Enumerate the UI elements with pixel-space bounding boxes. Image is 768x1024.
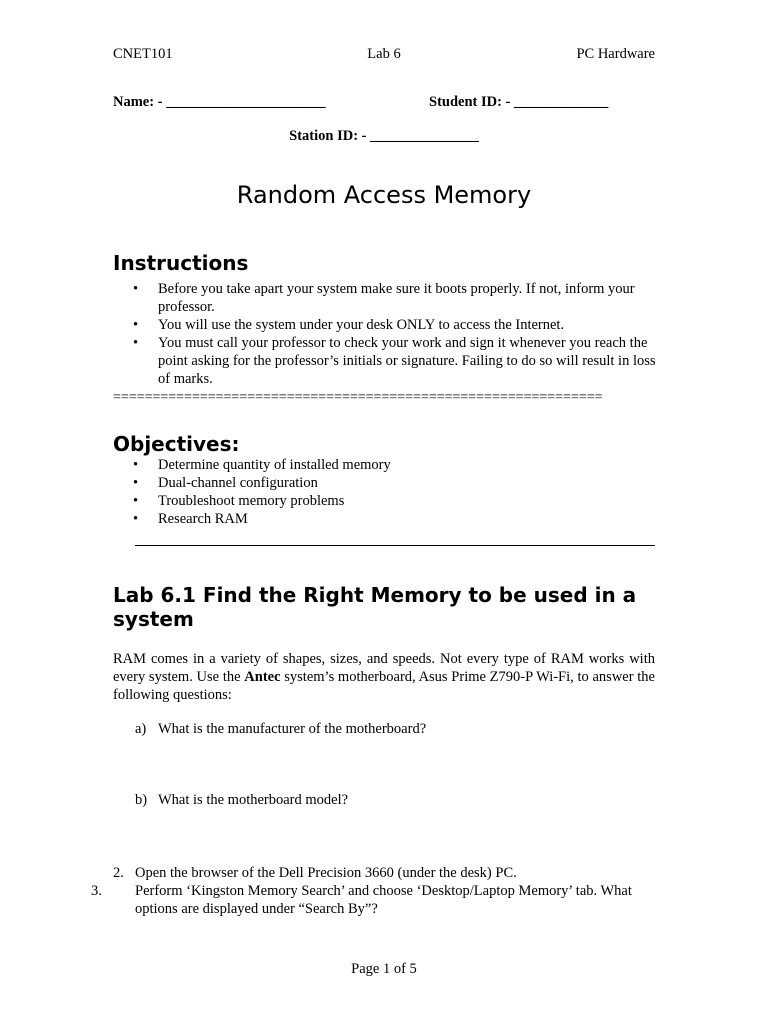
station-id-field: Station ID: - _______________: [289, 128, 479, 144]
bullet-icon: •: [133, 511, 139, 527]
bullet-icon: •: [133, 317, 139, 333]
header-lab: Lab 6: [367, 46, 401, 62]
step-2: 2. Open the browser of the Dell Precision 3660 (under the desk) PC.: [113, 865, 517, 881]
student-id-field: Student ID: - _____________: [429, 94, 609, 110]
bullet-icon: •: [133, 335, 139, 351]
list-item: • Determine quantity of installed memory: [133, 457, 391, 473]
objectives-heading: Objectives:: [113, 432, 240, 456]
bullet-icon: •: [133, 475, 139, 491]
header-subject: PC Hardware: [576, 46, 655, 62]
objectives-list: [113, 456, 658, 528]
lab-6-1-paragraph: RAM comes in a variety of shapes, sizes, and speeds. Not every type of RAM works with every system. Use the Antec system’s motherboard, Asus Prime Z790-P Wi-Fi, to answer the following questions:: [113, 651, 655, 703]
page-number: Page 1 of 5: [351, 961, 417, 977]
step-3: 3. Perform ‘Kingston Memory Search’ and choose ‘Desktop/Laptop Memory’ tab. What options are displayed under “Search By”?: [91, 883, 632, 917]
horizontal-rule: [135, 545, 655, 546]
question-b: b) What is the motherboard model?: [135, 792, 349, 808]
bullet-icon: •: [133, 457, 139, 473]
instructions-list: [113, 280, 658, 388]
bullet-icon: •: [133, 493, 139, 509]
list-item: • You must call your professor to check your work and sign it whenever you reach the point asking for the professor’s initials or signature. Failing to do so will result in loss of marks.: [133, 335, 656, 387]
antec-label: Antec: [244, 669, 281, 685]
list-item: • You will use the system under your desk ONLY to access the Internet.: [133, 317, 565, 333]
list-item: • Dual-channel configuration: [133, 475, 318, 491]
instructions-heading: Instructions: [113, 251, 249, 275]
separator: ==============================================================: [113, 390, 603, 405]
question-a: a) What is the manufacturer of the motherboard?: [135, 721, 427, 737]
list-item: • Troubleshoot memory problems: [133, 493, 345, 509]
lab-6-1-heading: Lab 6.1 Find the Right Memory to be used in a system: [113, 583, 637, 631]
list-item: • Before you take apart your system make sure it boots properly. If not, inform your professor.: [133, 281, 635, 315]
list-item: • Research RAM: [133, 511, 248, 527]
header-course: CNET101: [113, 46, 173, 62]
page-title: Random Access Memory: [236, 181, 532, 209]
bullet-icon: •: [133, 281, 139, 297]
name-field: Name: - ______________________: [113, 94, 326, 110]
